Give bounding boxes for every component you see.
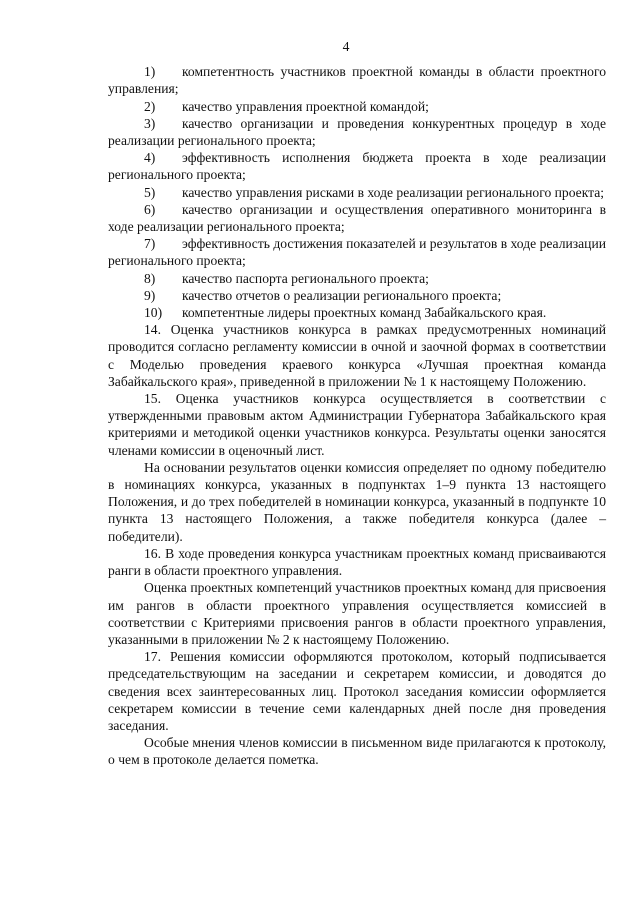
list-item-text: компетентные лидеры проектных команд Забайкальского края.	[182, 305, 547, 321]
list-item-text: эффективность достижения показателей и результатов в ходе реализации регионального проекта;	[108, 236, 607, 269]
paragraph-16: 16. В ходе проведения конкурса участникам проектных команд присваиваются ранги в области проектного управления.	[108, 545, 606, 579]
paragraph-dissenting-opinions: Особые мнения членов комиссии в письменном виде прилагаются к протоколу, о чем в протоколе делается пометка.	[108, 735, 606, 768]
list-item-number: 10)	[144, 305, 163, 321]
list-item-text: качество отчетов о реализации регионального проекта;	[182, 287, 502, 303]
list-item	[108, 201, 606, 235]
list-item-number: 1)	[144, 64, 156, 80]
list-item-text: качество управления проектной командой;	[182, 98, 429, 114]
list-item-text: качество паспорта регионального проекта;	[182, 270, 429, 286]
paragraph-14: 14. Оценка участников конкурса в рамках предусмотренных номинаций проводится согласно регламенту комиссии в очной и заочной формах в соответствии с Моделью проведения краевого конкурса «Лучшая проектная команда Забайкальского края», приведенной в приложении № 1 к настоящему Положению.	[108, 322, 606, 389]
list-item	[108, 270, 606, 287]
list-item	[108, 63, 606, 97]
list-item	[108, 287, 606, 304]
list-item-text: качество организации и проведения конкурентных процедур в ходе реализации регионального проекта;	[108, 115, 606, 149]
paragraph-ranks-assessment: Оценка проектных компетенций участников проектных команд для присвоения им рангов в области проектного управления осуществляется комиссией в соответствии с Критериями присвоения рангов в области проектного управления, указанными в приложении № 2 к настоящему Положению.	[108, 580, 606, 647]
list-item-number: 6)	[144, 201, 156, 217]
list-item-number: 5)	[144, 184, 156, 200]
list-item	[108, 184, 606, 201]
list-item-number: 3)	[144, 115, 156, 131]
paragraph-winners: На основании результатов оценки комиссия определяет по одному победителю в номинациях конкурса, указанных в подпунктах 1–9 пункта 13 настоящего Положения, и до трех победителей в номинации конкурса, указанный в подпункте 10 пункта 13 настоящего Положения, а также победителя конкурса (далее – победители).	[108, 459, 606, 544]
list-item	[108, 304, 606, 321]
list-item-number: 9)	[144, 287, 156, 303]
criteria-list	[108, 63, 606, 321]
list-item	[108, 235, 606, 269]
list-item	[108, 149, 606, 183]
list-item-number: 7)	[144, 236, 156, 252]
list-item-number: 8)	[144, 270, 156, 286]
list-item	[108, 98, 606, 115]
list-item-number: 4)	[144, 150, 156, 166]
list-item-text: качество управления рисками в ходе реализации регионального проекта;	[182, 184, 605, 200]
list-item-text: эффективность исполнения бюджета проекта в ходе реализации регионального проекта;	[108, 150, 606, 183]
list-item-text: качество организации и осуществления оперативного мониторинга в ходе реализации регионального проекта;	[108, 201, 606, 235]
page-number: 4	[342, 39, 350, 54]
paragraph-17: 17. Решения комиссии оформляются протоколом, который подписывается председательствующим на заседании и секретарем комиссии, и доводятся до сведения всех заинтересованных лиц. Протокол заседания комиссии оформляется секретарем комиссии в течение семи календарных дней после дня проведения заседания.	[108, 649, 606, 733]
list-item	[108, 115, 606, 149]
paragraph-15: 15. Оценка участников конкурса осуществляется в соответствии с утвержденными правовым актом Администрации Губернатора Забайкальского края критериями и методикой оценки участников конкурса. Результаты оценки заносятся членами комиссии в оценочный лист.	[108, 391, 606, 458]
list-item-number: 2)	[144, 98, 156, 114]
list-item-text: компетентность участников проектной команды в области проектного управления;	[108, 64, 606, 97]
